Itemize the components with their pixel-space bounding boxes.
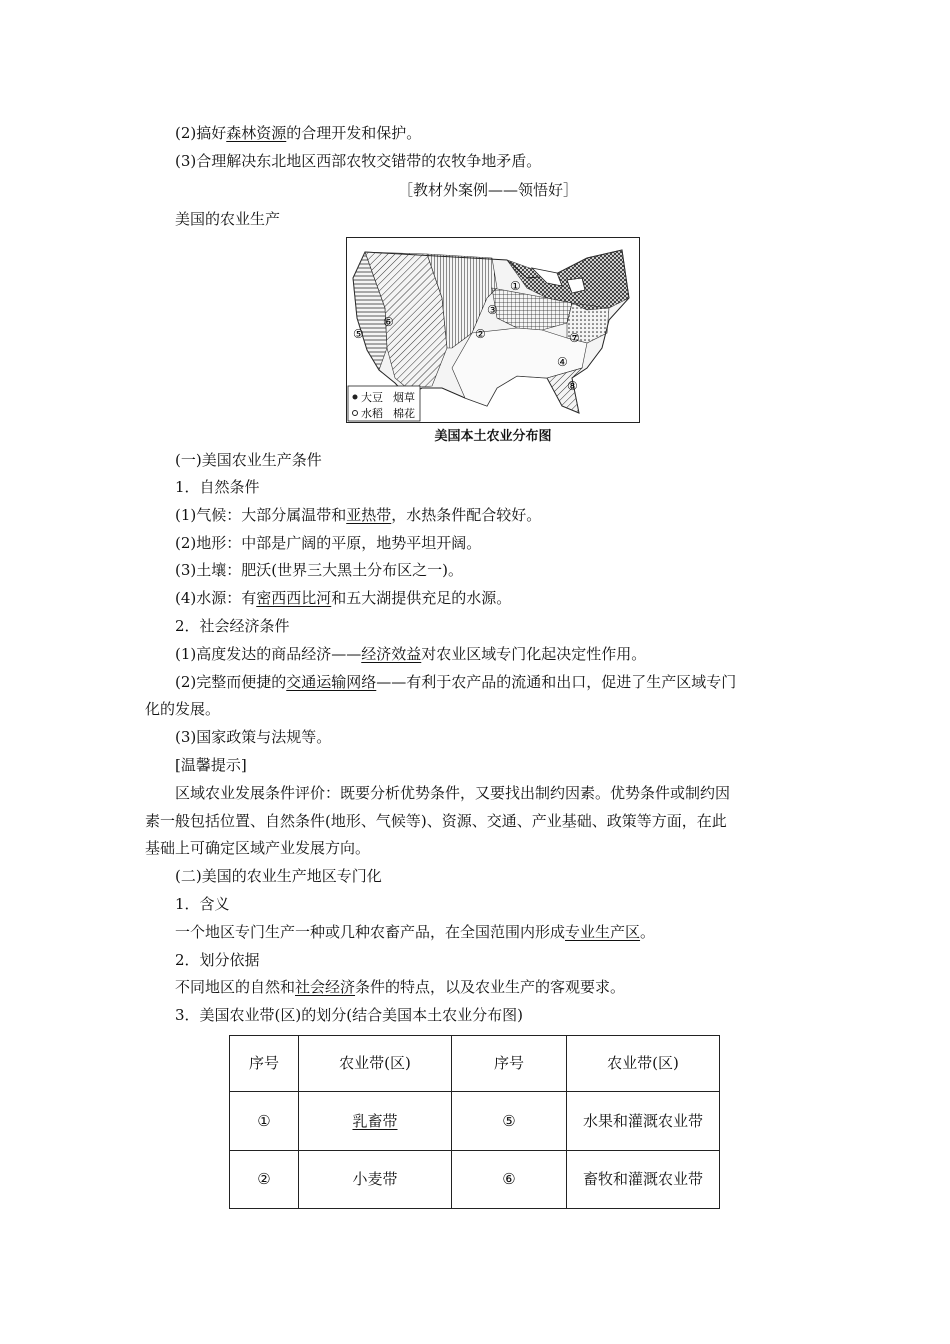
marker-6: ⑥ (383, 315, 394, 329)
belt-table (229, 1035, 720, 1209)
marker-3: ③ (487, 303, 498, 317)
legend-soybean: 大豆 (361, 391, 383, 404)
table-cell: 水果和灌溉农业带 (567, 1092, 720, 1151)
tip-heading: [温馨提示] (175, 756, 247, 774)
para-soil: (3)土壤：肥沃(世界三大黑土分布区之一)。 (175, 561, 463, 579)
table-header-row (230, 1036, 720, 1092)
marker-8: ⑧ (567, 379, 578, 393)
table-row (230, 1092, 720, 1151)
table-cell: 小麦带 (299, 1151, 452, 1209)
map-caption: 美国本土农业分布图 (434, 429, 552, 444)
us-agriculture-map (346, 237, 640, 423)
legend-cotton: 棉花 (393, 407, 415, 420)
table-cell: ⑤ (452, 1092, 567, 1151)
para-policy: (3)国家政策与法规等。 (175, 728, 332, 746)
heading-specialization: (二)美国的农业生产地区专门化 (175, 867, 382, 885)
case-title: 美国的农业生产 (175, 210, 281, 228)
para-meaning: 一个地区专门生产一种或几种农畜产品，在全国范围内形成专业生产区。 (175, 923, 656, 941)
marker-5: ⑤ (353, 327, 364, 341)
table-row (230, 1151, 720, 1209)
tip-line-2: 素一般包括位置、自然条件(地形、气候等)、资源、交通、产业基础、政策等方面，在此 (145, 812, 727, 830)
table-cell: ① (230, 1092, 299, 1151)
para-commodity: (1)高度发达的商品经济——经济效益对农业区域专门化起决定性作用。 (175, 645, 647, 663)
para-basis: 不同地区的自然和社会经济条件的特点，以及农业生产的客观要求。 (175, 978, 626, 996)
para-forest: (2)搞好森林资源的合理开发和保护。 (175, 124, 422, 142)
heading-social: 2．社会经济条件 (175, 617, 290, 635)
section-heading: ［教材外案例——领悟好］ (398, 181, 579, 199)
heading-conditions: (一)美国农业生产条件 (175, 451, 322, 469)
para-climate: (1)气候：大部分属温带和亚热带，水热条件配合较好。 (175, 506, 542, 524)
table-cell: 乳畜带 (299, 1092, 452, 1151)
para-terrain: (2)地形：中部是广阔的平原，地势平坦开阔。 (175, 534, 482, 552)
marker-1: ① (510, 279, 521, 293)
marker-7: ⑦ (569, 331, 580, 345)
table-header: 序号 (230, 1036, 299, 1092)
para-transport-cont: 化的发展。 (145, 700, 221, 718)
table-header: 农业带(区) (299, 1036, 452, 1092)
heading-meaning: 1．含义 (175, 895, 230, 913)
table-cell: ② (230, 1151, 299, 1209)
para-transport: (2)完整而便捷的交通运输网络——有利于农产品的流通和出口，促进了生产区域专门 (175, 673, 737, 691)
marker-4: ④ (557, 355, 568, 369)
table-header: 农业带(区) (567, 1036, 720, 1092)
heading-division: 3．美国农业带(区)的划分(结合美国本土农业分布图) (175, 1006, 523, 1024)
table-cell: 畜牧和灌溉农业带 (567, 1151, 720, 1209)
soybean-icon (353, 395, 358, 400)
table-cell: ⑥ (452, 1151, 567, 1209)
table-header: 序号 (452, 1036, 567, 1092)
legend-tobacco: 烟草 (393, 391, 415, 404)
tip-line-1: 区域农业发展条件评价：既要分析优势条件，又要找出制约因素。优势条件或制约因 (175, 784, 731, 802)
heading-natural: 1．自然条件 (175, 478, 260, 496)
para-conflict: (3)合理解决东北地区西部农牧交错带的农牧争地矛盾。 (175, 152, 542, 170)
tip-line-3: 基础上可确定区域产业发展方向。 (145, 839, 371, 857)
marker-2: ② (475, 327, 486, 341)
legend-rice: 水稻 (361, 407, 383, 420)
para-water: (4)水源：有密西西比河和五大湖提供充足的水源。 (175, 589, 512, 607)
heading-basis: 2．划分依据 (175, 951, 260, 969)
